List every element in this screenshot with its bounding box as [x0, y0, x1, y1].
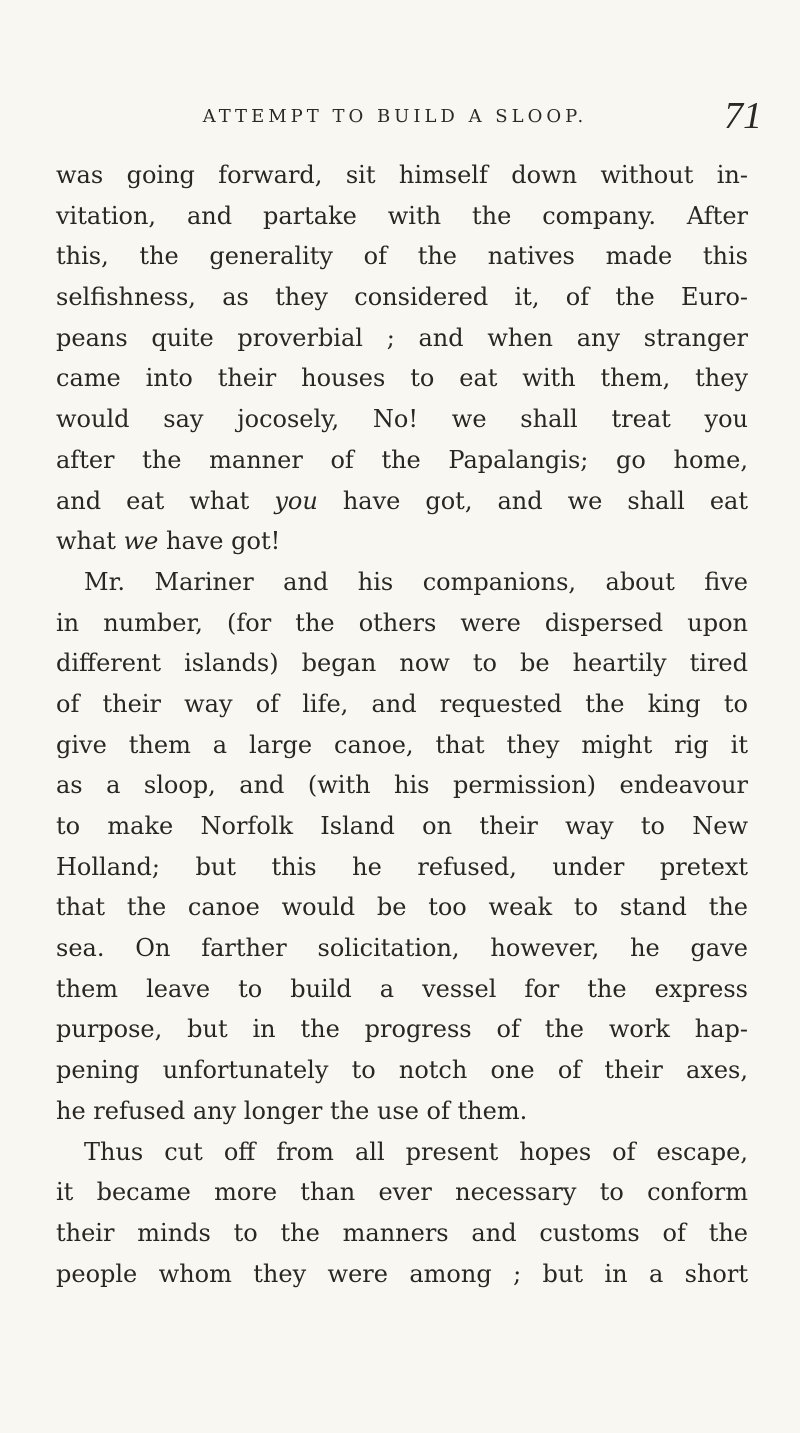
- text-segment: have got!: [165, 527, 281, 556]
- text-line: to make Norfolk Island on their way to New: [56, 812, 748, 840]
- text-line: came into their houses to eat with them, they: [56, 364, 748, 393]
- text-line: Holland; but this he refused, under pretext: [56, 852, 748, 881]
- text-line: vitation, and partake with the company. After: [56, 201, 748, 230]
- text-line: give them a large canoe, that they might rig it: [56, 730, 748, 759]
- text-line: pening unfortunately to notch one of their axes,: [56, 1056, 748, 1085]
- text-line-with-italic: [56, 521, 748, 562]
- text-line: selfishness, as they considered it, of the Euro-: [56, 283, 748, 312]
- text-line: as a sloop, and (with his permission) endeavour: [56, 771, 748, 800]
- text-segment: what: [56, 527, 116, 556]
- text-line: that the canoe would be too weak to stand the: [56, 893, 748, 922]
- text-segment: have got, and we shall eat: [342, 486, 748, 515]
- paragraph-start-line: Mr. Mariner and his companions, about five: [84, 567, 748, 596]
- paragraph-start-line: Thus cut off from all present hopes of escape,: [84, 1137, 748, 1166]
- text-line: he refused any longer the use of them.: [56, 1096, 528, 1125]
- text-line: after the manner of the Papalangis; go home,: [56, 445, 748, 474]
- text-line: would say jocosely, No! we shall treat you: [56, 405, 748, 434]
- italic-word: we: [123, 527, 159, 556]
- text-line: their minds to the manners and customs of the: [56, 1218, 748, 1247]
- text-line: peans quite proverbial ; and when any stranger: [56, 323, 748, 352]
- text-line: purpose, but in the progress of the work hap-: [56, 1015, 748, 1044]
- text-segment: and eat what: [56, 486, 250, 515]
- text-line: this, the generality of the natives made this: [56, 242, 748, 271]
- text-line: was going forward, sit himself down without in-: [56, 161, 748, 189]
- text-line: people whom they were among ; but in a short: [56, 1259, 748, 1288]
- text-line: in number, (for the others were dispersed upon: [56, 608, 748, 637]
- running-head-title: ATTEMPT TO BUILD A SLOOP.: [202, 106, 588, 127]
- text-line: sea. On farther solicitation, however, he gave: [56, 934, 748, 963]
- page-number: 71: [724, 95, 762, 137]
- text-line-with-italic: [56, 481, 748, 522]
- text-line: different islands) began now to be heartily tired: [56, 649, 748, 678]
- text-line: them leave to build a vessel for the express: [56, 974, 748, 1003]
- text-line: it became more than ever necessary to conform: [56, 1178, 748, 1207]
- italic-word: you: [274, 486, 318, 515]
- body-text: [56, 155, 748, 1294]
- text-line: of their way of life, and requested the king to: [56, 689, 748, 718]
